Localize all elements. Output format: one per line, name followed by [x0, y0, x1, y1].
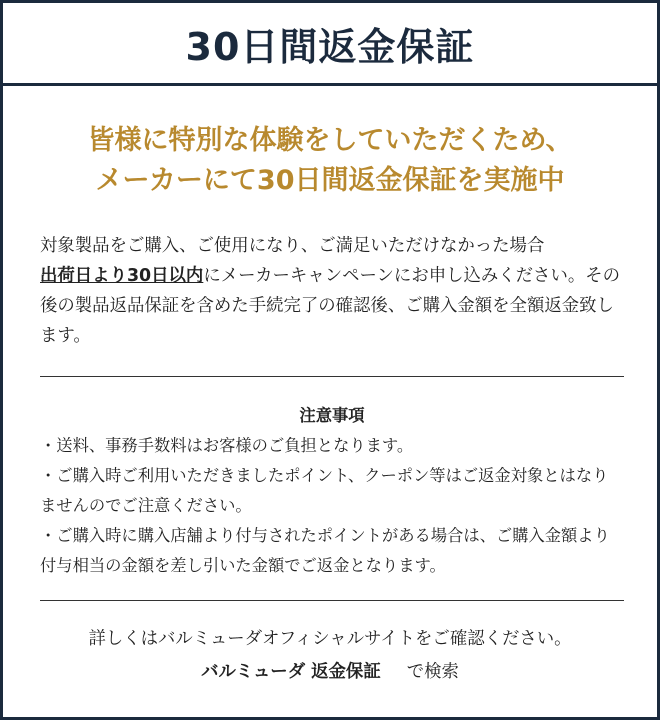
intro-text-before: 対象製品をご購入、ご使用になり、ご満足いただけなかった場合 — [40, 236, 545, 256]
note-item: ・送料、事務手数料はお客様のご負担となります。 — [40, 436, 414, 455]
intro-paragraph — [40, 231, 624, 351]
note-item: ・ご購入時に購入店舗より付与されたポイントがある場合は、ご購入金額より付与相当の金額を差し引いた金額でご返金となります。 — [40, 526, 610, 575]
search-suffix: で検索 — [406, 662, 459, 682]
divider-bottom — [40, 600, 624, 601]
search-keyword: バルミューダ 返金保証 — [201, 662, 381, 682]
footer-line: 詳しくはバルミューダオフィシャルサイトをご確認ください。 — [88, 629, 572, 649]
notes-section — [40, 401, 624, 581]
page-title: 30日間返金保証 — [185, 24, 475, 69]
note-item: ・ご購入時ご利用いただきましたポイント、クーポン等はご返金対象とはなりませんのでご注意ください。 — [40, 466, 609, 515]
header-bar — [3, 3, 657, 86]
intro-text-after: にメーカーキャンペーンにお申し込みください。その後の製品返品保証を含めた手続完了の確認後、ご購入金額を全額返金致します。 — [40, 266, 621, 346]
search-hint — [3, 656, 657, 689]
divider-top — [40, 376, 624, 377]
intro-emphasis: 出荷日より30日以内 — [40, 266, 204, 286]
headline-line-2: メーカーにて30日間返金保証を実施中 — [95, 165, 565, 196]
notes-title: 注意事項 — [299, 406, 365, 425]
headline-line-1: 皆様に特別な体験をしていただくため、 — [87, 125, 573, 156]
headline — [3, 121, 657, 201]
footer — [3, 623, 657, 689]
